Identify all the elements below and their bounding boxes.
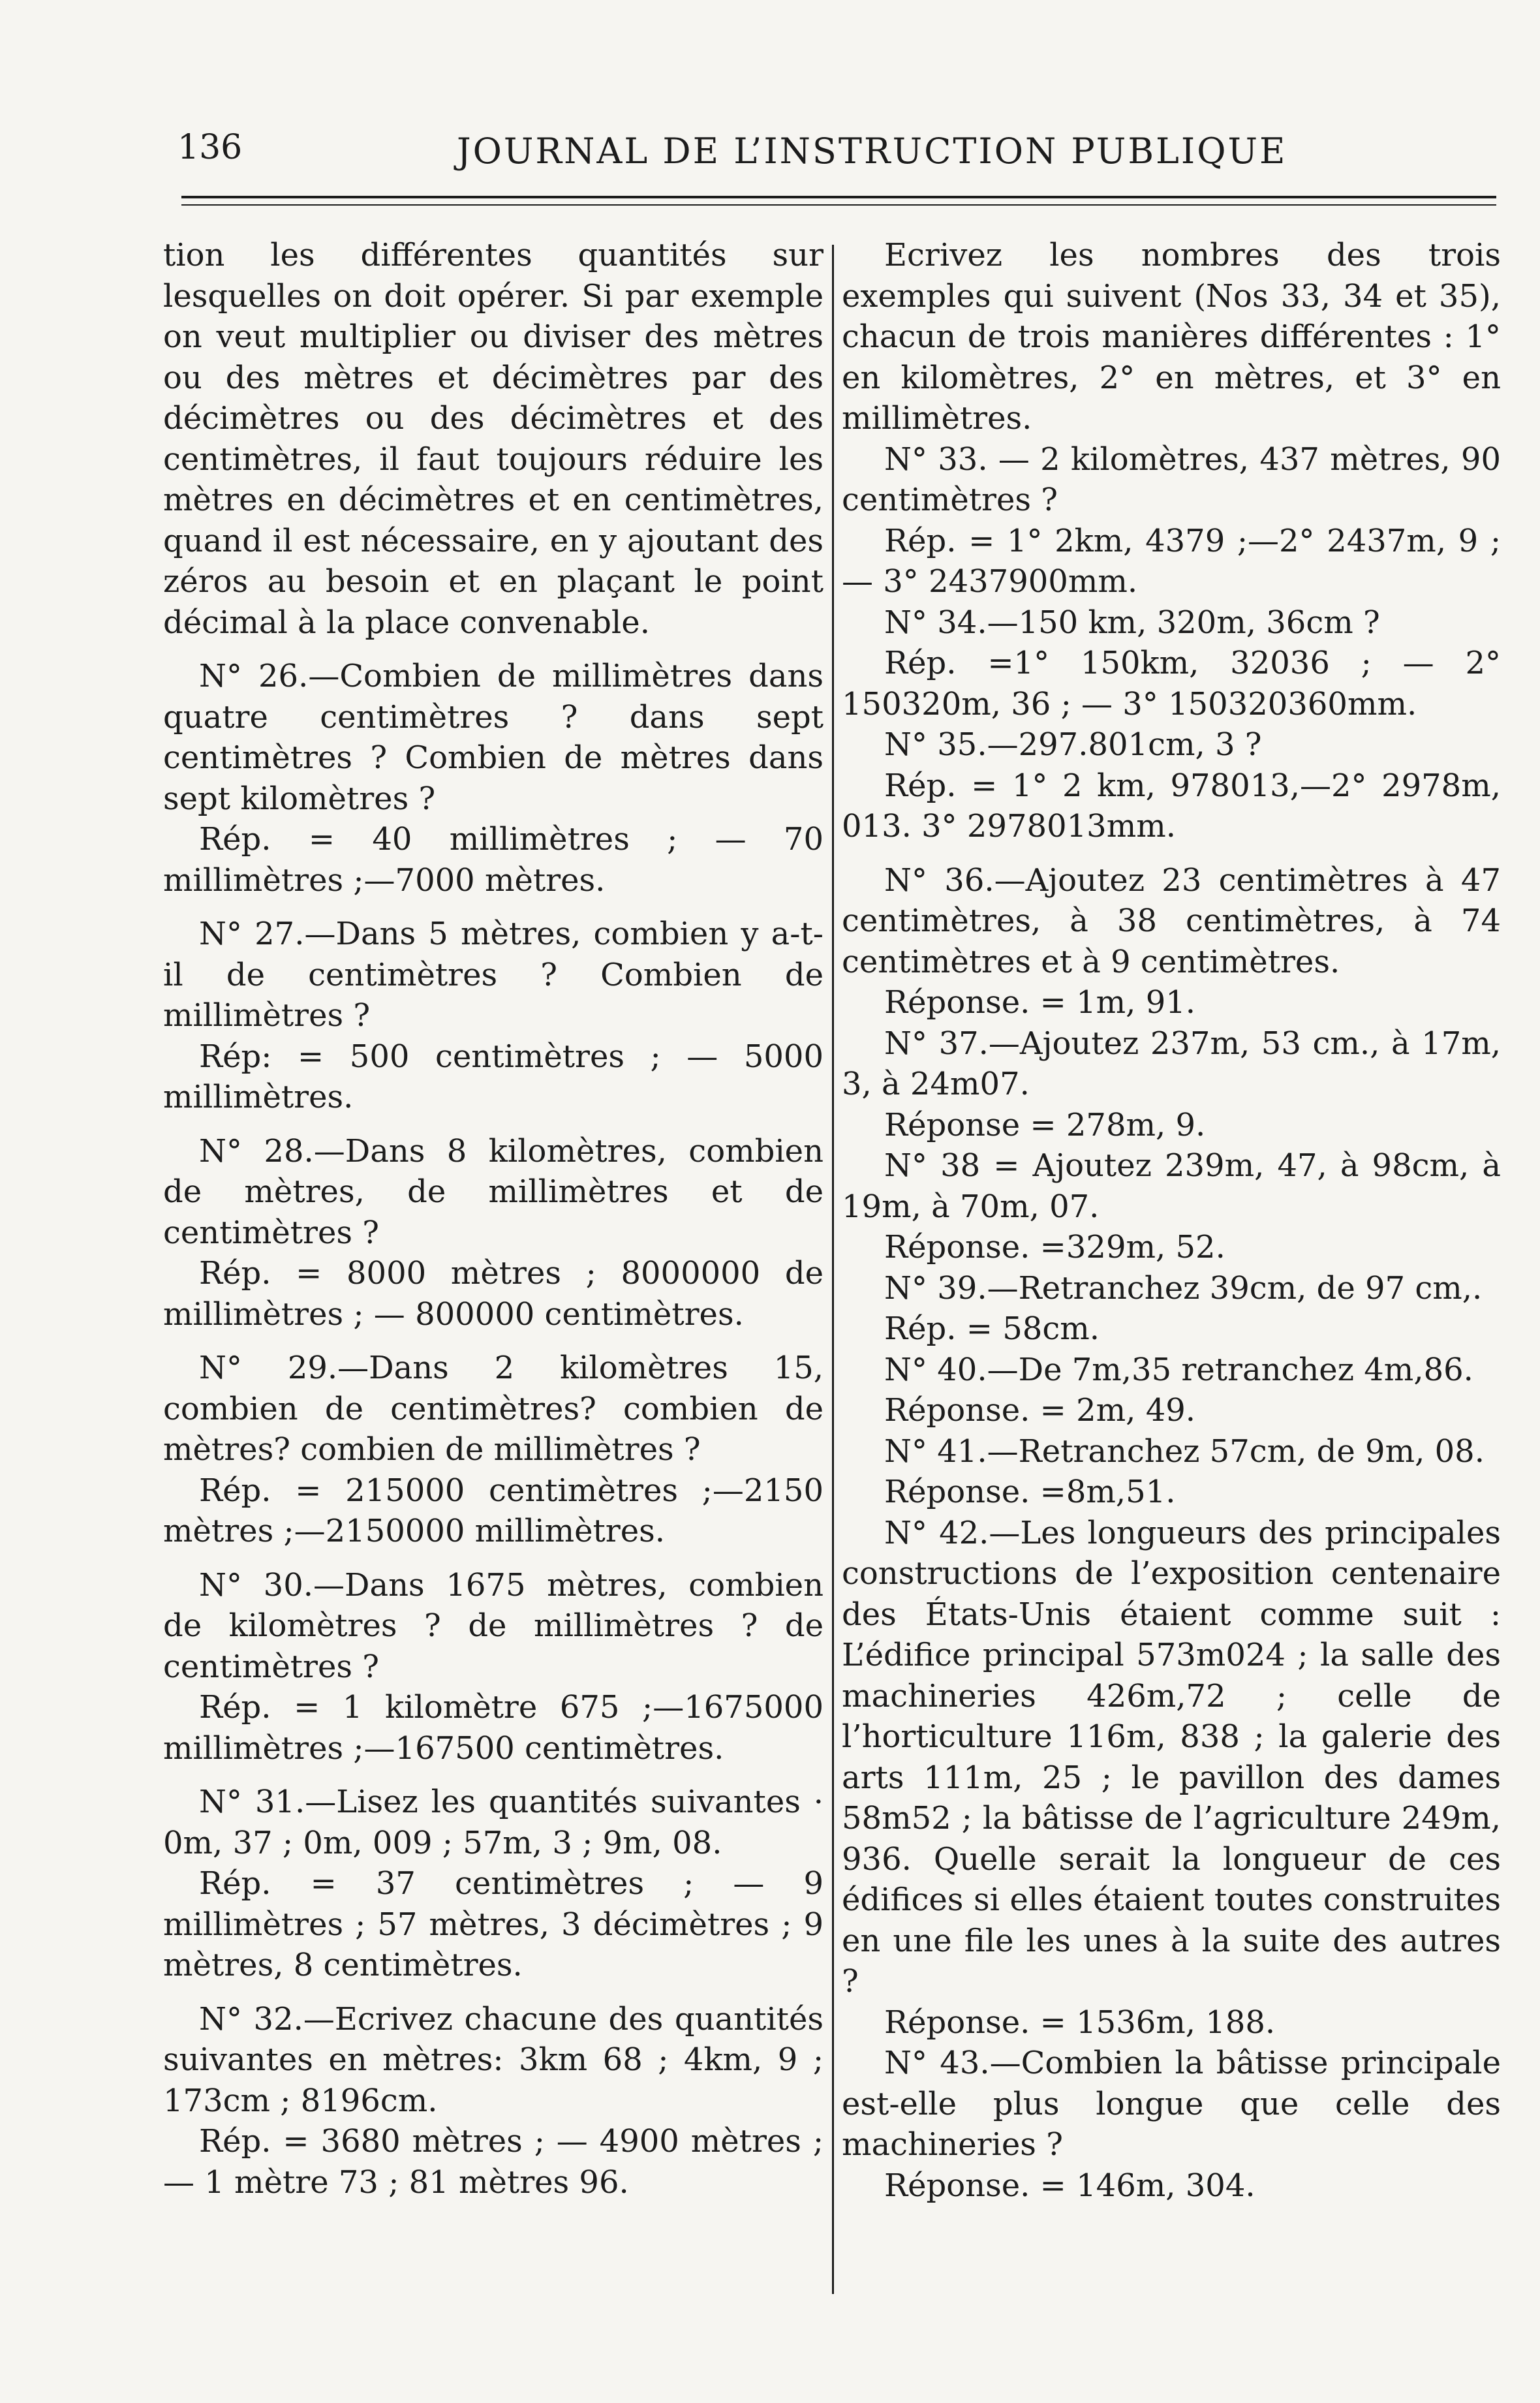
question: N° 43.—Combien la bâtisse principale est-elle plus longue que celle des machineries ? — [842, 2045, 1501, 2163]
header-rule-thin — [181, 204, 1496, 206]
question: N° 26.—Combien de millimètres dans quatre centimètres ? dans sept centimètres ? Combien de mètres dans sept kilomètres ? — [163, 658, 824, 817]
question: N° 31.—Lisez les quantités suivantes · 0m, 37 ; 0m, 009 ; 57m, 3 ; 9m, 08. — [163, 1784, 824, 1861]
right-column — [842, 235, 1501, 2206]
question: N° 34.—150 km, 320m, 36cm ? — [884, 604, 1380, 641]
question: N° 32.—Ecrivez chacune des quantités suivantes en mètres: 3km 68 ; 4km, 9 ; 173cm ; 8196cm. — [163, 2000, 824, 2119]
answer: Rép. = 58cm. — [884, 1310, 1100, 1347]
column-divider — [832, 245, 834, 2294]
question: N° 39.—Retranchez 39cm, de 97 cm,. — [884, 1269, 1483, 1307]
header-rule-thick — [181, 196, 1496, 198]
answer: Rép. =1° 150km, 32036 ; — 2° 150320m, 36 ; — 3° 150320360mm. — [842, 645, 1501, 722]
answer: Rép. = 1° 2km, 4379 ;—2° 2437m, 9 ; — 3° 2437900mm. — [842, 522, 1501, 600]
answer: Rép. = 8000 mètres ; 8000000 de millimètres ; — 800000 centimètres. — [163, 1255, 824, 1333]
question: N° 30.—Dans 1675 mètres, combien de kilomètres ? de millimètres ? de centimètres ? — [163, 1566, 824, 1685]
answer: Rép. = 3680 mètres ; — 4900 mètres ;— 1 mètre 73 ; 81 mètres 96. — [163, 2123, 824, 2201]
answer: Rép. = 37 centimètres ; — 9 millimètres ; 57 mètres, 3 décimètres ; 9 mètres, 8 centimètres. — [163, 1865, 824, 1983]
answer: Réponse. =8m,51. — [884, 1474, 1176, 1510]
answer: Rép. = 1 kilomètre 675 ;—1675000 millimètres ;—167500 centimètres. — [163, 1689, 824, 1767]
answer: Réponse. = 2m, 49. — [884, 1392, 1196, 1429]
answer: Réponse. = 1m, 91. — [884, 984, 1196, 1021]
question: N° 38 = Ajoutez 239m, 47, à 98cm, à 19m, à 70m, 07. — [842, 1147, 1501, 1225]
question: N° 27.—Dans 5 mètres, combien y a-t-il de centimètres ? Combien de millimètres ? — [163, 916, 824, 1034]
answer: Rép: = 500 centimètres ; — 5000 millimètres. — [163, 1038, 824, 1115]
question: N° 28.—Dans 8 kilomètres, combien de mètres, de millimètres et de centimètres ? — [163, 1132, 824, 1251]
answer: Rép. = 40 millimètres ; — 70 millimètres ;—7000 mètres. — [163, 821, 824, 899]
page-number: 136 — [177, 128, 243, 167]
question: N° 37.—Ajoutez 237m, 53 cm., à 17m, 3, à 24m07. — [842, 1025, 1501, 1102]
paragraph: tion les différentes quantités sur lesquelles on doit opérer. Si par exemple on veut multiplier ou diviser des mètres ou des mètres et décimètres par des décimètres ou des décimètres et des centimètres, il faut toujours réduire les mètres en décimètres et en centimètres, quand il est nécessaire, en y ajoutant des zéros au besoin et en plaçant le point décimal à la place convenable. — [163, 237, 824, 641]
answer: Réponse. = 1536m, 188. — [884, 2004, 1276, 2041]
question: N° 41.—Retranchez 57cm, de 9m, 08. — [884, 1433, 1485, 1470]
answer: Réponse = 278m, 9. — [884, 1106, 1206, 1143]
running-head: JOURNAL DE L’INSTRUCTION PUBLIQUE — [457, 131, 1287, 172]
question: N° 29.—Dans 2 kilomètres 15, combien de centimètres? combien de mètres? combien de millimètres ? — [163, 1350, 824, 1468]
question: N° 36.—Ajoutez 23 centimètres à 47 centimètres, à 38 centimètres, à 74 centimètres et à 9 centimètres. — [842, 861, 1501, 980]
question: N° 33. — 2 kilomètres, 437 mètres, 90 centimètres ? — [842, 441, 1501, 518]
question: N° 40.—De 7m,35 retranchez 4m,86. — [884, 1351, 1473, 1388]
question: N° 42.—Les longueurs des principales constructions de l’exposition centenaire des États-Unis étaient comme suit : L’édifice principal 573m024 ; la salle des machineries 426m,72 ; celle de l’horticulture 116m, 838 ; la galerie des arts 111m, 25 ; le pavillon des dames 58m52 ; la bâtisse de l’agriculture 249m, 936. Quelle serait la longueur de ces édifices si elles étaient toutes construites en une file les unes à la suite des autres ? — [842, 1514, 1501, 2000]
paragraph: Ecrivez les nombres des trois exemples qui suivent (Nos 33, 34 et 35), chacun de trois manières différentes : 1° en kilomètres, 2° en mètres, et 3° en millimètres. — [842, 237, 1501, 437]
answer: Réponse. =329m, 52. — [884, 1229, 1225, 1265]
answer: Rép. = 215000 centimètres ;—2150 mètres ;—2150000 millimètres. — [163, 1472, 824, 1549]
answer: Rép. = 1° 2 km, 978013,—2° 2978m, 013. 3° 2978013mm. — [842, 767, 1501, 845]
answer: Réponse. = 146m, 304. — [884, 2167, 1255, 2204]
question: N° 35.—297.801cm, 3 ? — [884, 726, 1262, 763]
left-column — [163, 235, 824, 2203]
